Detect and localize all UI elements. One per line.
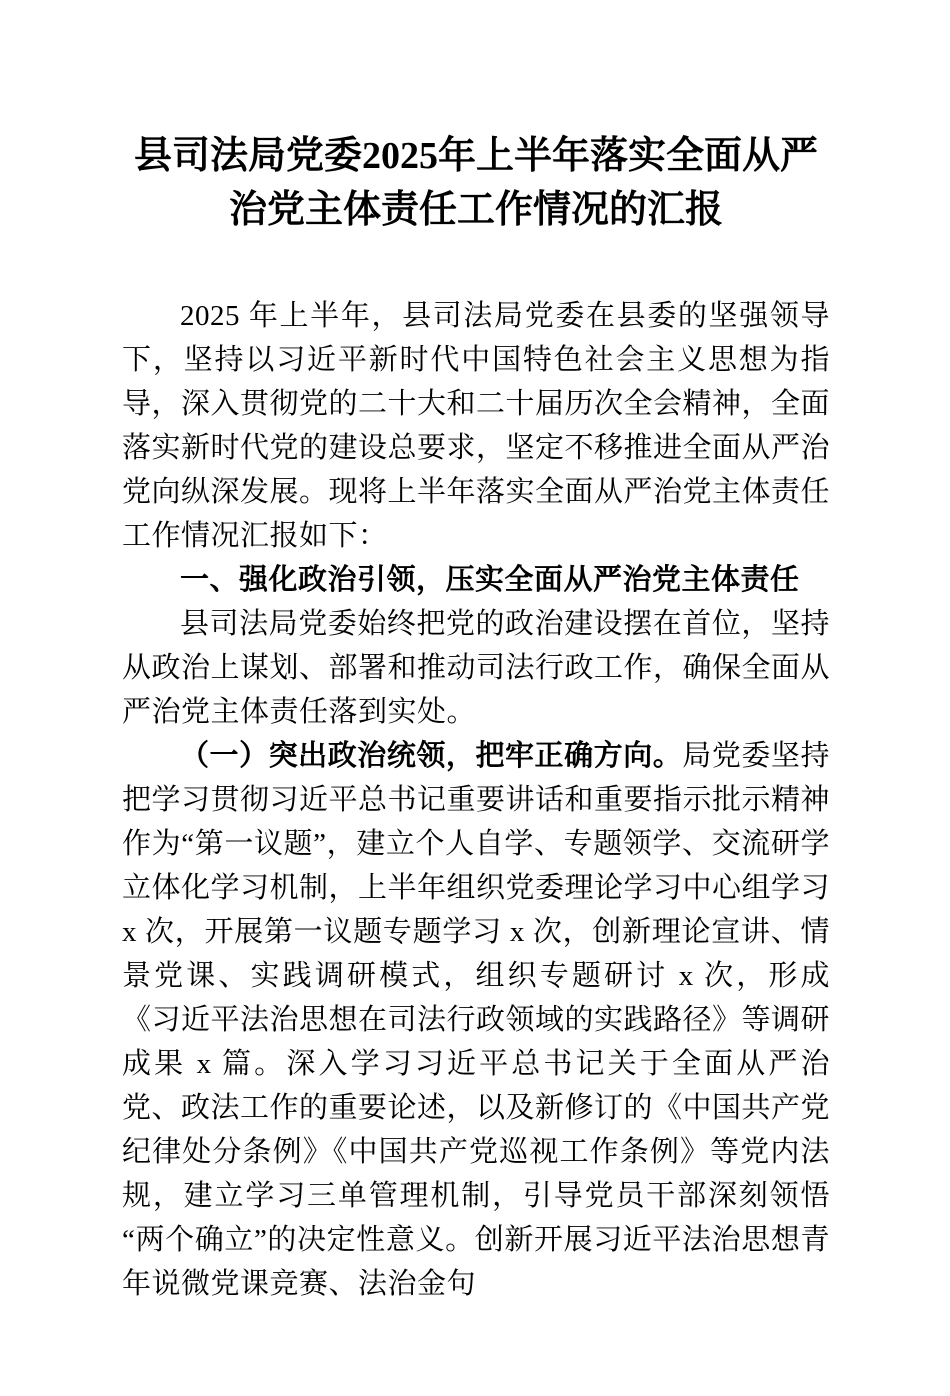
paragraph (122, 734, 830, 1306)
text-run: 2025 年上半年，县司法局党委在县委的坚强领导下，坚持以习近平新时代中国特色社会主义思想为指导，深入贯彻党的二十大和二十届历次全会精神，全面落实新时代党的建设总要求，坚定不移推进全面从严治党向纵深发展。现将上半年落实全面从严治党主体责任工作情况汇报如下： (122, 299, 831, 552)
document-body (122, 294, 830, 1306)
text-run: 局党委坚持把学习贯彻习近平总书记重要讲话和重要指示批示精神作为“第一议题”，建立个人自学、专题领学、交流研学立体化学习机制，上半年组织党委理论学习中心组学习 x 次，开展第一议题专题学习 x 次，创新理论宣讲、情景党课、实践调研模式，组织专题研讨 x 次，形成《习近平法治思想在司法行政领域的实践路径》等调研成果 x 篇。深入学习习近平总书记关于全面从严治党、政法工作的重要论述，以及新修订的《中国共产党纪律处分条例》《中国共产党巡视工作条例》等党内法规，建立学习三单管理机制，引导党员干部深刻领悟“两个确立”的决定性意义。创新开展习近平法治思想青年说微党课竞赛、法治金句 (122, 739, 831, 1300)
paragraph (122, 294, 830, 558)
text-run: 县司法局党委始终把党的政治建设摆在首位，坚持从政治上谋划、部署和推动司法行政工作，确保全面从严治党主体责任落到实处。 (122, 607, 831, 728)
document-title: 县司法局党委2025年上半年落实全面从严治党主体责任工作情况的汇报 (133, 135, 818, 231)
bold-run: 一、强化政治引领，压实全面从严治党主体责任 (180, 563, 800, 596)
paragraph (122, 602, 830, 734)
bold-run: （一）突出政治统领，把牢正确方向。 (180, 739, 683, 772)
section-heading (122, 558, 830, 602)
